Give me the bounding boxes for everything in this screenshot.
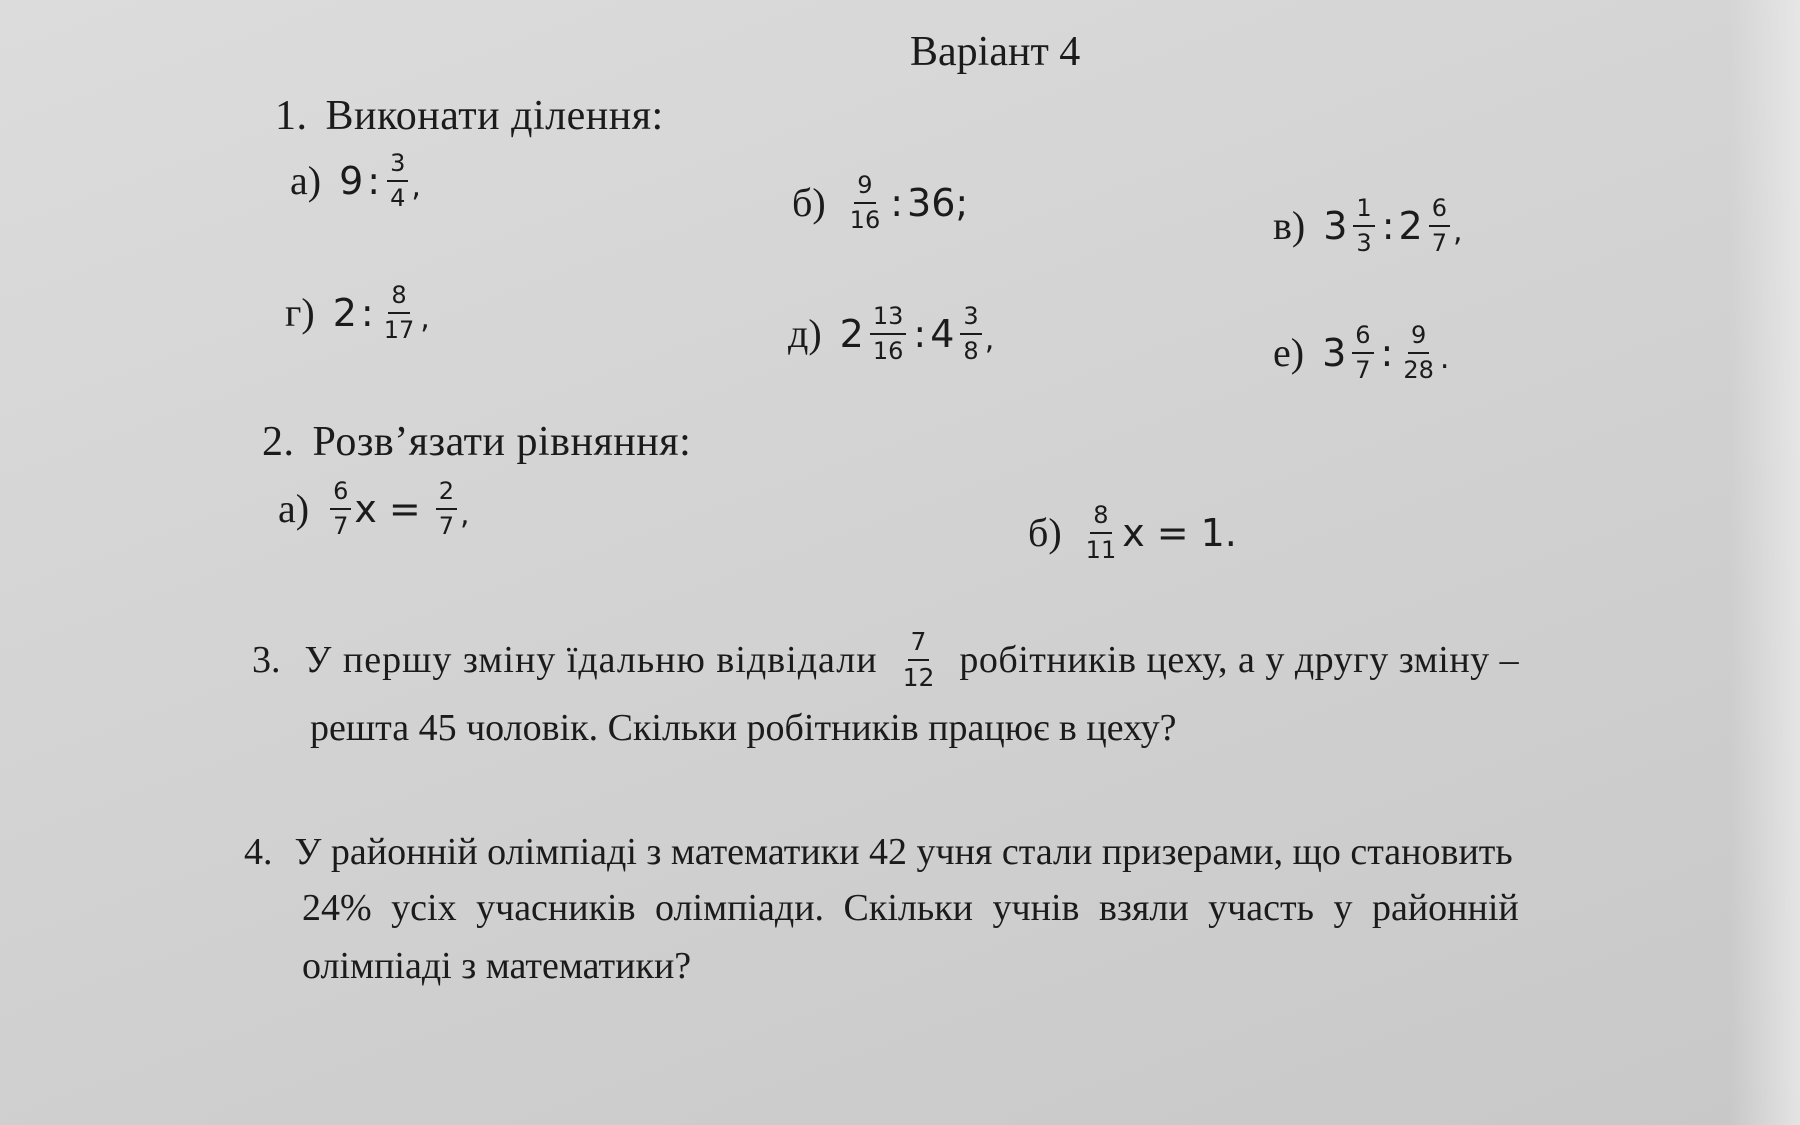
item-label: б) bbox=[792, 180, 826, 226]
variable: x bbox=[354, 486, 377, 531]
expression bbox=[844, 172, 969, 234]
whole-number: 2 bbox=[332, 290, 357, 335]
item-label: а) bbox=[290, 158, 322, 204]
task1-item-d bbox=[788, 303, 994, 365]
item-label: е) bbox=[1273, 330, 1305, 376]
punctuation: , bbox=[459, 496, 470, 532]
whole-number: 2 bbox=[839, 311, 864, 356]
task1-item-e bbox=[1273, 322, 1449, 384]
fraction: $\frac{9}{28}$ bbox=[1403, 321, 1434, 384]
item-label: д) bbox=[788, 311, 822, 357]
fraction: $\frac{6}{7}$ bbox=[330, 478, 351, 540]
fraction: $\frac{9}{16}$ bbox=[849, 171, 881, 234]
equation bbox=[1080, 502, 1237, 564]
task3-line1 bbox=[252, 628, 1519, 692]
task3-fraction: $\frac{7}{12}$ bbox=[902, 627, 935, 692]
division-sign: : bbox=[360, 290, 374, 335]
fraction: $\frac{3}{4}$ bbox=[387, 150, 408, 212]
task3-number: 3. bbox=[252, 639, 281, 681]
expression bbox=[1323, 195, 1462, 257]
task4-text-line1: У районній олімпіаді з математики 42 учня стали призерами, що становить bbox=[294, 831, 1513, 873]
fraction: $\frac{6}{7}$ bbox=[1429, 195, 1450, 257]
division-sign: : bbox=[1381, 203, 1395, 248]
expression bbox=[333, 282, 430, 344]
equation bbox=[327, 478, 469, 540]
fraction: $\frac{3}{8}$ bbox=[960, 303, 981, 365]
task2-item-b bbox=[1028, 502, 1237, 564]
division-sign: : bbox=[913, 311, 927, 356]
fraction: $\frac{6}{7}$ bbox=[1352, 322, 1373, 384]
item-label: г) bbox=[285, 290, 315, 336]
paper-edge bbox=[1730, 0, 1800, 1125]
punctuation: , bbox=[984, 321, 995, 357]
division-sign: : bbox=[367, 158, 381, 203]
expression bbox=[1322, 322, 1449, 384]
equals-sign: = bbox=[1156, 510, 1189, 555]
task1-heading-text: Виконати ділення: bbox=[325, 93, 664, 139]
task2-item-a bbox=[278, 478, 470, 540]
task3-text-end: робітників цеху, а у другу зміну – bbox=[959, 639, 1520, 681]
whole-number: 3 bbox=[1322, 330, 1347, 375]
task1-item-v bbox=[1273, 195, 1463, 257]
task4-line1 bbox=[244, 830, 1513, 874]
equals-sign: = bbox=[388, 486, 421, 531]
whole-number: 36 bbox=[907, 180, 956, 225]
variable: x bbox=[1122, 510, 1145, 555]
task3-text-start: У першу зміну їдальню відвідали bbox=[304, 639, 878, 681]
right-hand-side: 1. bbox=[1200, 510, 1237, 555]
task2-heading-text: Розв’язати рівняння: bbox=[312, 419, 692, 465]
fraction: $\frac{1}{3}$ bbox=[1353, 195, 1374, 257]
task1-item-a bbox=[290, 150, 421, 212]
fraction: $\frac{2}{7}$ bbox=[436, 478, 457, 540]
task3-line2: решта 45 чоловік. Скільки робітників працює в цеху? bbox=[310, 707, 1177, 749]
punctuation: . bbox=[1439, 340, 1450, 376]
fraction: $\frac{8}{11}$ bbox=[1085, 501, 1117, 564]
whole-number: 4 bbox=[930, 311, 955, 356]
task4-line2: 24% усіх учасників олімпіади. Скільки учнів взяли участь у районній bbox=[302, 887, 1519, 929]
punctuation: , bbox=[411, 168, 421, 204]
task1-item-b bbox=[792, 172, 968, 234]
task1-heading bbox=[275, 92, 664, 140]
division-sign: : bbox=[890, 180, 904, 225]
division-sign: : bbox=[1380, 330, 1394, 375]
fraction: $\frac{8}{17}$ bbox=[383, 281, 415, 344]
punctuation: , bbox=[1452, 213, 1463, 249]
whole-number: 3 bbox=[1323, 203, 1348, 248]
punctuation: , bbox=[420, 300, 430, 336]
variant-title: Варіант 4 bbox=[910, 29, 1081, 75]
fraction: $\frac{13}{16}$ bbox=[870, 303, 907, 365]
expression bbox=[840, 303, 995, 365]
item-label: в) bbox=[1273, 203, 1306, 249]
item-label: б) bbox=[1028, 510, 1062, 556]
task2-number: 2. bbox=[262, 419, 295, 465]
task2-heading bbox=[262, 418, 691, 466]
task1-number: 1. bbox=[275, 93, 308, 139]
expression bbox=[339, 150, 421, 212]
task4-line3: олімпіаді з математики? bbox=[302, 945, 692, 987]
whole-number: 2 bbox=[1398, 203, 1423, 248]
task1-item-g bbox=[285, 282, 430, 344]
item-label: а) bbox=[278, 486, 310, 532]
punctuation: ; bbox=[955, 180, 969, 225]
whole-number: 9 bbox=[339, 158, 364, 203]
task4-number: 4. bbox=[244, 831, 273, 873]
